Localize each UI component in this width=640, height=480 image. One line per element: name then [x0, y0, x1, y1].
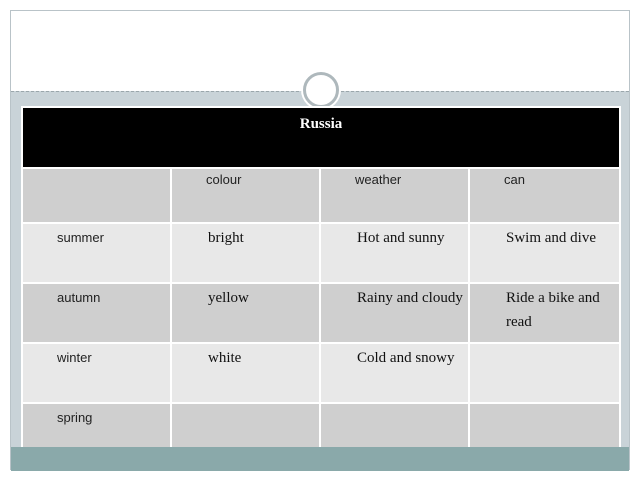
header-cell-colour: colour: [171, 168, 320, 223]
russia-table: [21, 106, 621, 464]
slide-footer-bar: [11, 447, 629, 471]
season-cell: autumn: [22, 283, 171, 343]
table-header-row: [22, 168, 620, 223]
colour-cell: white: [171, 343, 320, 403]
weather-cell: Cold and snowy: [320, 343, 469, 403]
weather-cell: Rainy and cloudy: [320, 283, 469, 343]
season-cell: summer: [22, 223, 171, 283]
colour-cell: bright: [171, 223, 320, 283]
table-row: [22, 283, 620, 343]
can-cell: Ride a bike and read: [469, 283, 620, 343]
table-title: Russia: [22, 107, 620, 168]
table-title-row: [22, 107, 620, 168]
weather-cell: Hot and sunny: [320, 223, 469, 283]
can-cell: Swim and dive: [469, 223, 620, 283]
circle-ornament-icon: [303, 72, 339, 108]
colour-cell: yellow: [171, 283, 320, 343]
slide: [10, 10, 630, 470]
can-cell: [469, 343, 620, 403]
table-row: [22, 343, 620, 403]
header-cell-can: can: [469, 168, 620, 223]
season-cell: spring: [22, 403, 171, 463]
header-cell-weather: weather: [320, 168, 469, 223]
table-row: [22, 223, 620, 283]
season-cell: winter: [22, 343, 171, 403]
header-cell-season: [22, 168, 171, 223]
